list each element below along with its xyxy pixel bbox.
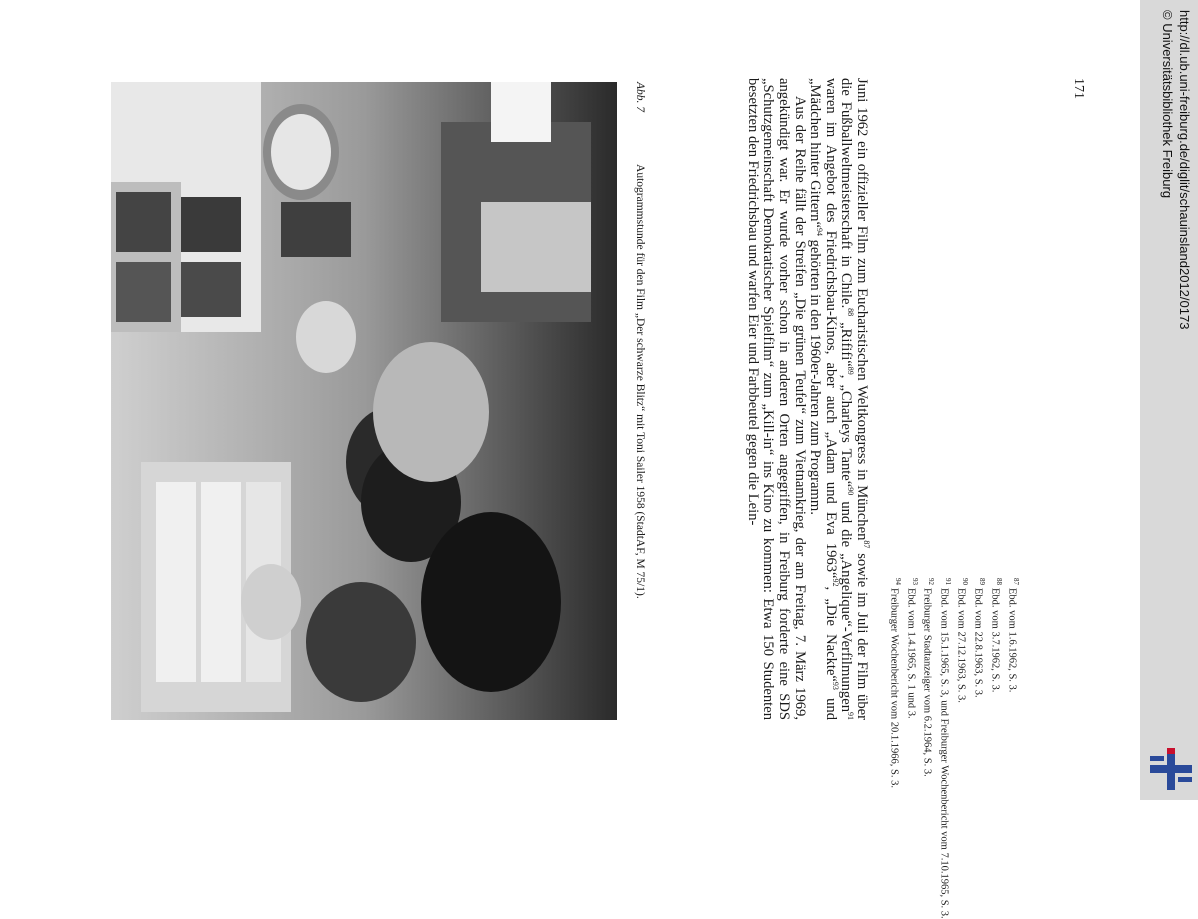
source-info — [1159, 10, 1193, 329]
paragraph-2: Aus der Reihe fällt der Streifen „Die grünen Teufel“ zum Vietnamkrieg, der am Freitag, 7. März 1969, angekündigt war. Er wurde vorher schon in anderen Orten angegriffen, in Freiburg forderte eine SDS „Schutzgemeinschaft Demokratischer Spielfilm“ zum „Kill-in“ ins Kino zu kommen: Etwa 150 Studenten besetzten den Friedrichsbau und warfen Eier und Farbbeutel gegen die Lein- — [744, 78, 808, 720]
paragraph-1: Juni 1962 ein offizieller Film zum Eucharistischen Weltkongress in München$^{87}$ sowie im Juli der Film über die Fußballweltmeisterschaft in Chile.$^{88}$ „Rififi“$^{89}$, „Charleys Tante“$^{90}$ und die „Angelique“-Verfilmungen$^{91}$ waren im Angebot des Friedrichsbau-Kinos, aber auch „Adam und Eva 1963“$^{92}$, „Die Nackte“$^{93}$ und „Mädchen hinter Gittern“$^{94}$ gehörten in den 1960er-Jahren zum Programm. — [807, 78, 871, 721]
footnote: $^{87}$Ebd. vom 1.6.1962, S. 3. — [1006, 578, 1020, 693]
footnote: $^{89}$Ebd. vom 22.8.1963, S. 3. — [972, 578, 987, 698]
footnote: $^{91}$Ebd. vom 15.1.1965, S. 3, und Freiburger Wochenbericht vom 7.10.1965, S. 3. — [938, 578, 953, 919]
page-number: 171 — [1071, 78, 1086, 99]
photo-illustration — [111, 82, 617, 720]
figure-caption — [634, 82, 646, 599]
footnote: $^{93}$Ebd. vom 1.4.1965, S. 1 und 3. — [905, 578, 919, 719]
footnote: $^{94}$Freiburger Wochenbericht vom 20.1.1966, S. 3. — [888, 578, 902, 788]
footnote: $^{88}$Ebd. vom 3.7.1962, S. 3. — [989, 578, 1004, 693]
body-text — [744, 78, 869, 720]
autograph-session-photo — [111, 82, 617, 720]
university-library-logo-icon — [1150, 748, 1192, 790]
footnotes — [887, 578, 1022, 919]
source-url-link[interactable]: http://dl.ub.uni-freiburg.de/diglit/schauinsland2012/0173 — [1177, 10, 1192, 330]
copyright-notice: © Universitätsbibliothek Freiburg — [1160, 10, 1175, 199]
footnote: $^{92}$Freiburger Stadtanzeiger vom 6.2.1964, S. 3. — [921, 578, 936, 777]
figure-caption-text: Autogrammstunde für den Film „Der schwarze Blitz“ mit Toni Sailer 1958 (StadtAF, M 75/1). — [634, 164, 646, 599]
figure-label: Abb. 7 — [634, 82, 646, 113]
footnote: $^{90}$Ebd. vom 27.12.1963, S. 3. — [955, 578, 970, 703]
